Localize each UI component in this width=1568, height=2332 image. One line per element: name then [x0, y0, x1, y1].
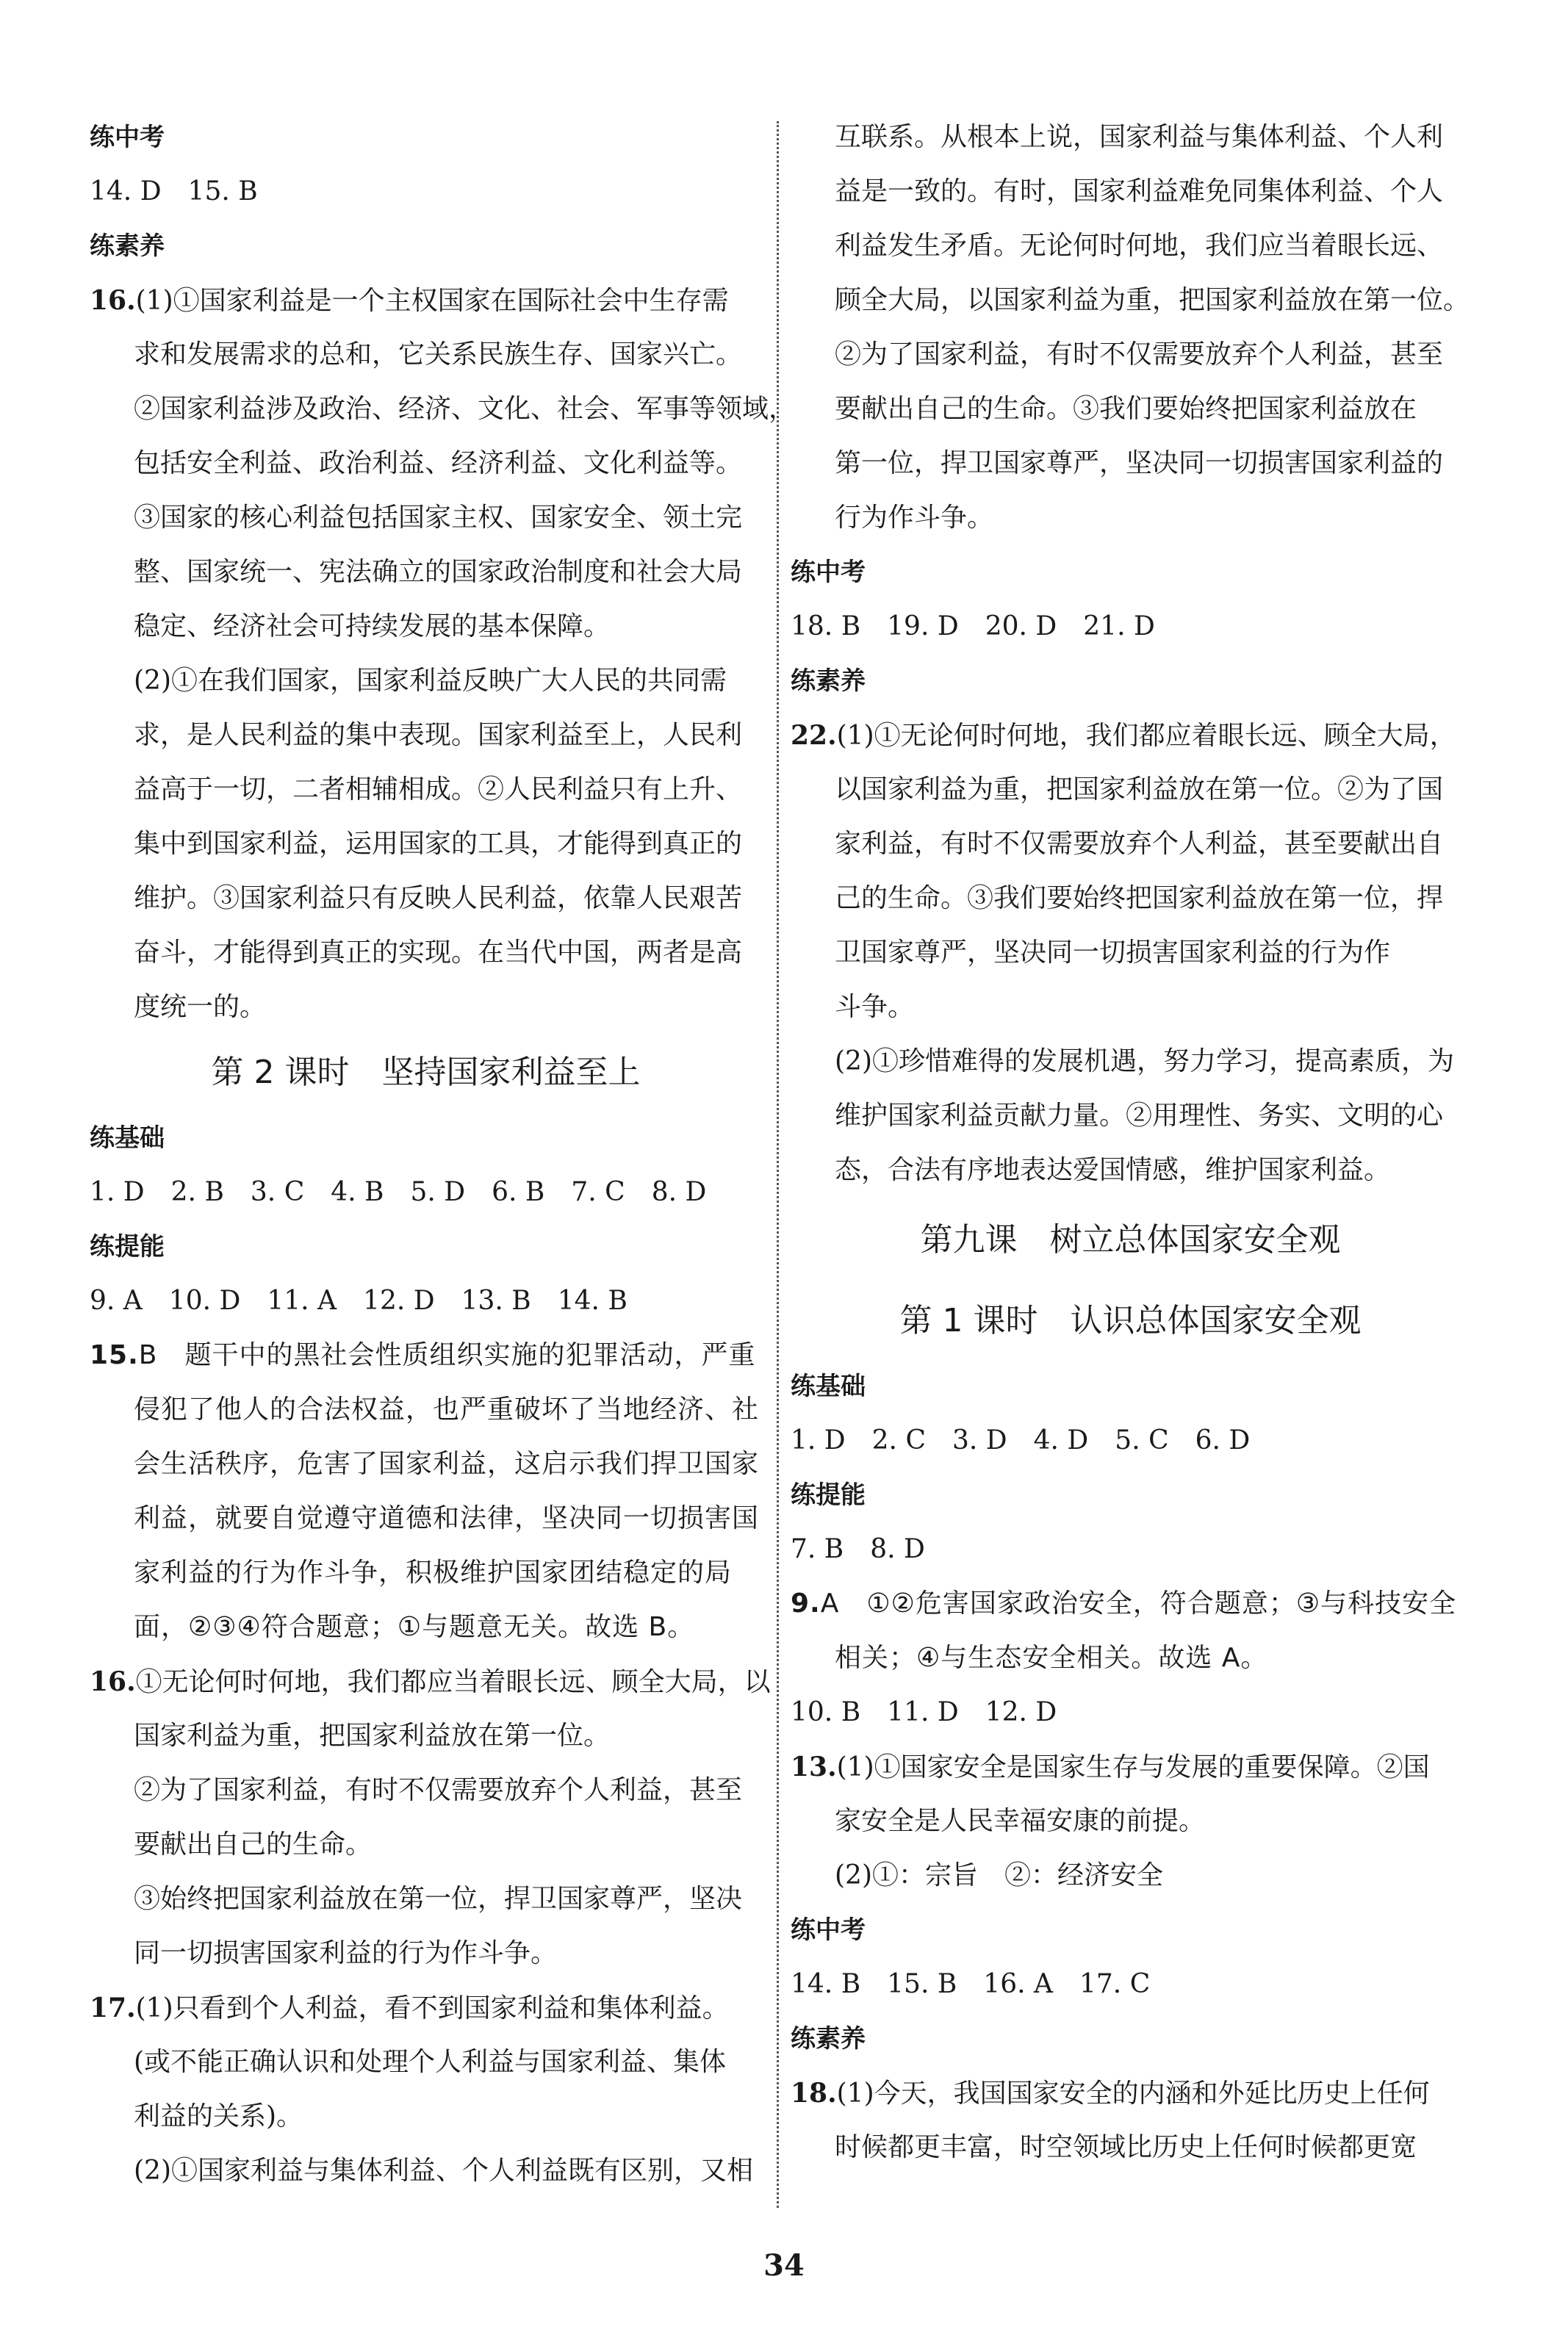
answer-line: 10. B 11. D 12. D [791, 1697, 1057, 1727]
lesson-title: 第九课 树立总体国家安全观 [920, 1221, 1341, 1259]
answer-line: (或不能正确认识和处理个人利益与国家利益、集体 [134, 2047, 727, 2077]
answer-line: 9. A 10. D 11. A 12. D 13. B 14. B [90, 1286, 627, 1316]
answer-line: 稳定、经济社会可持续发展的基本保障。 [134, 611, 611, 641]
answer-line [90, 1655, 771, 1709]
answer-text: (1)①国家安全是国家生存与发展的重要保障。②国 [836, 1752, 1430, 1782]
answer-line: 家利益，有时不仅需要放弃个人利益，甚至要献出自 [835, 829, 1444, 859]
question-number: 17. [90, 1993, 136, 2023]
answer-line: 时候都更丰富，时空领域比历史上任何时候都更宽 [835, 2132, 1417, 2162]
section-label: 练素养 [791, 2024, 866, 2054]
answer-text: (1)今天，我国国家安全的内涵和外延比历史上任何 [836, 2079, 1430, 2109]
answer-line: 益高于一切，二者相辅相成。②人民利益只有上升、 [134, 774, 743, 805]
answer-line: 态，合法有序地表达爱国情感，维护国家利益。 [835, 1155, 1391, 1185]
question-number: 22. [791, 720, 837, 751]
question-number: 15. [90, 1340, 139, 1370]
answer-line: 侵犯了他人的合法权益，也严重破坏了当地经济、社 [134, 1394, 760, 1425]
answer-line: 互联系。从根本上说，国家利益与集体利益、个人利 [835, 122, 1444, 152]
question-number: 18. [791, 2078, 837, 2109]
section-label: 练提能 [791, 1480, 866, 1510]
section-label: 练素养 [90, 231, 165, 261]
answer-line [791, 1740, 1470, 1794]
section-label: 练中考 [90, 123, 165, 152]
column-divider [777, 121, 779, 2208]
answer-line [90, 273, 762, 328]
answer-line: 7. B 8. D [791, 1534, 925, 1564]
question-number: 16. [90, 285, 136, 316]
answer-text: (1)①无论何时何地，我们都应着眼长远、顾全大局， [836, 721, 1456, 751]
answer-line: 顾全大局，以国家利益为重，把国家利益放在第一位。 [835, 285, 1470, 315]
answer-line: 集中到国家利益，运用国家的工具，才能得到真正的 [134, 829, 743, 859]
question-number: 16. [90, 1666, 136, 1697]
answer-line: (2)①在我们国家，国家利益反映广大人民的共同需 [134, 666, 727, 696]
answer-text: (1)只看到个人利益，看不到国家利益和集体利益。 [135, 1993, 729, 2023]
answer-text: (1)①国家利益是一个主权国家在国际社会中生存需 [135, 286, 729, 316]
page-number: 34 [763, 2248, 805, 2283]
question-number: 13. [791, 1752, 837, 1782]
answer-line: 包括安全利益、政治利益、经济利益、文化利益等。 [134, 448, 743, 478]
answer-line: 家安全是人民幸福安康的前提。 [835, 1806, 1206, 1836]
answer-text: ①无论何时何地，我们都应当着眼长远、顾全大局，以 [135, 1667, 771, 1697]
answer-line: ②为了国家利益，有时不仅需要放弃个人利益，甚至 [134, 1775, 743, 1805]
answer-line: 14. B 15. B 16. A 17. C [791, 1969, 1151, 1999]
answer-text: B 题干中的黑社会性质组织实施的犯罪活动，严重 [138, 1340, 756, 1370]
answer-line: 会生活秩序，危害了国家利益，这启示我们捍卫国家 [134, 1449, 760, 1479]
left-column [90, 110, 796, 2198]
answer-line: 奋斗，才能得到真正的实现。在当代中国，两者是高 [134, 938, 743, 968]
answer-line: 18. B 19. D 20. D 21. D [791, 611, 1155, 641]
answer-line: 斗争。 [835, 992, 915, 1022]
period-title: 第 2 课时 坚持国家利益至上 [211, 1054, 641, 1091]
answer-line [791, 2066, 1470, 2120]
answer-line [791, 1577, 1470, 1631]
answer-line: 面，②③④符合题意；①与题意无关。故选 B。 [134, 1612, 695, 1642]
answer-line: 1. D 2. C 3. D 4. D 5. C 6. D [791, 1425, 1251, 1455]
answer-line: (2)①珍惜难得的发展机遇，努力学习，提高素质，为 [835, 1046, 1454, 1076]
answer-line: 第一位，捍卫国家尊严，坚决同一切损害国家利益的 [835, 448, 1444, 478]
period-title: 第 1 课时 认识总体国家安全观 [899, 1302, 1362, 1339]
answer-line: 求，是人民利益的集中表现。国家利益至上，人民利 [134, 720, 743, 750]
answer-line: 求和发展需求的总和，它关系民族生存、国家兴亡。 [134, 339, 743, 370]
answer-line: 14. D 15. B [90, 176, 258, 206]
answer-line: (2)①：宗旨 ②：经济安全 [835, 1860, 1163, 1890]
answer-line: 维护国家利益贡献力量。②用理性、务实、文明的心 [835, 1101, 1444, 1131]
answer-line: 利益发生矛盾。无论何时何地，我们应当着眼长远、 [835, 231, 1444, 261]
answer-line: 整、国家统一、宪法确立的国家政治制度和社会大局 [134, 557, 743, 587]
answer-line: (2)①国家利益与集体利益、个人利益既有区别，又相 [134, 2156, 753, 2186]
answer-line: 利益，就要自觉遵守道德和法律，坚决同一切损害国 [134, 1503, 760, 1533]
answer-text: A ①②危害国家政治安全，符合题意；③与科技安全 [820, 1588, 1457, 1619]
answer-line: 卫国家尊严，坚决同一切损害国家利益的行为作 [835, 938, 1391, 968]
right-column [791, 110, 1470, 2175]
answer-line: ③国家的核心利益包括国家主权、国家安全、领土完 [134, 503, 743, 533]
answer-line: 维护。③国家利益只有反映人民利益，依靠人民艰苦 [134, 883, 743, 913]
section-label: 练基础 [791, 1372, 866, 1401]
section-label: 练素养 [791, 666, 866, 696]
answer-line: 相关；④与生态安全相关。故选 A。 [835, 1643, 1268, 1673]
answer-line: ②国家利益涉及政治、经济、文化、社会、军事等领域， [134, 394, 796, 424]
answer-line: 行为作斗争。 [835, 503, 994, 533]
answer-line: ②为了国家利益，有时不仅需要放弃个人利益，甚至 [835, 339, 1444, 370]
answer-line: ③始终把国家利益放在第一位，捍卫国家尊严，坚决 [134, 1884, 743, 1914]
answer-line: 同一切损害国家利益的行为作斗争。 [134, 1938, 558, 1968]
answer-line: 益是一致的。有时，国家利益难免同集体利益、个人 [835, 176, 1444, 206]
section-label: 练中考 [791, 558, 866, 587]
answer-line: 国家利益为重，把国家利益放在第一位。 [134, 1721, 611, 1751]
answer-line: 利益的关系)。 [134, 2101, 303, 2131]
question-number: 9. [791, 1588, 821, 1619]
answer-line: 度统一的。 [134, 992, 267, 1022]
answer-line [90, 1981, 762, 2035]
answer-line: 家利益的行为作斗争，积极维护国家团结稳定的局 [134, 1558, 733, 1588]
section-label: 练基础 [90, 1123, 165, 1153]
answer-line [90, 1328, 762, 1383]
answer-line: 要献出自己的生命。③我们要始终把国家利益放在 [835, 394, 1417, 424]
section-label: 练提能 [90, 1232, 165, 1262]
answer-line: 己的生命。③我们要始终把国家利益放在第一位，捍 [835, 883, 1444, 913]
answer-line: 1. D 2. B 3. C 4. B 5. D 6. B 7. C 8. D [90, 1177, 707, 1207]
answer-line: 以国家利益为重，把国家利益放在第一位。②为了国 [835, 774, 1444, 805]
answer-line [791, 708, 1470, 763]
section-label: 练中考 [791, 1915, 866, 1945]
answer-line: 要献出自己的生命。 [134, 1829, 373, 1860]
